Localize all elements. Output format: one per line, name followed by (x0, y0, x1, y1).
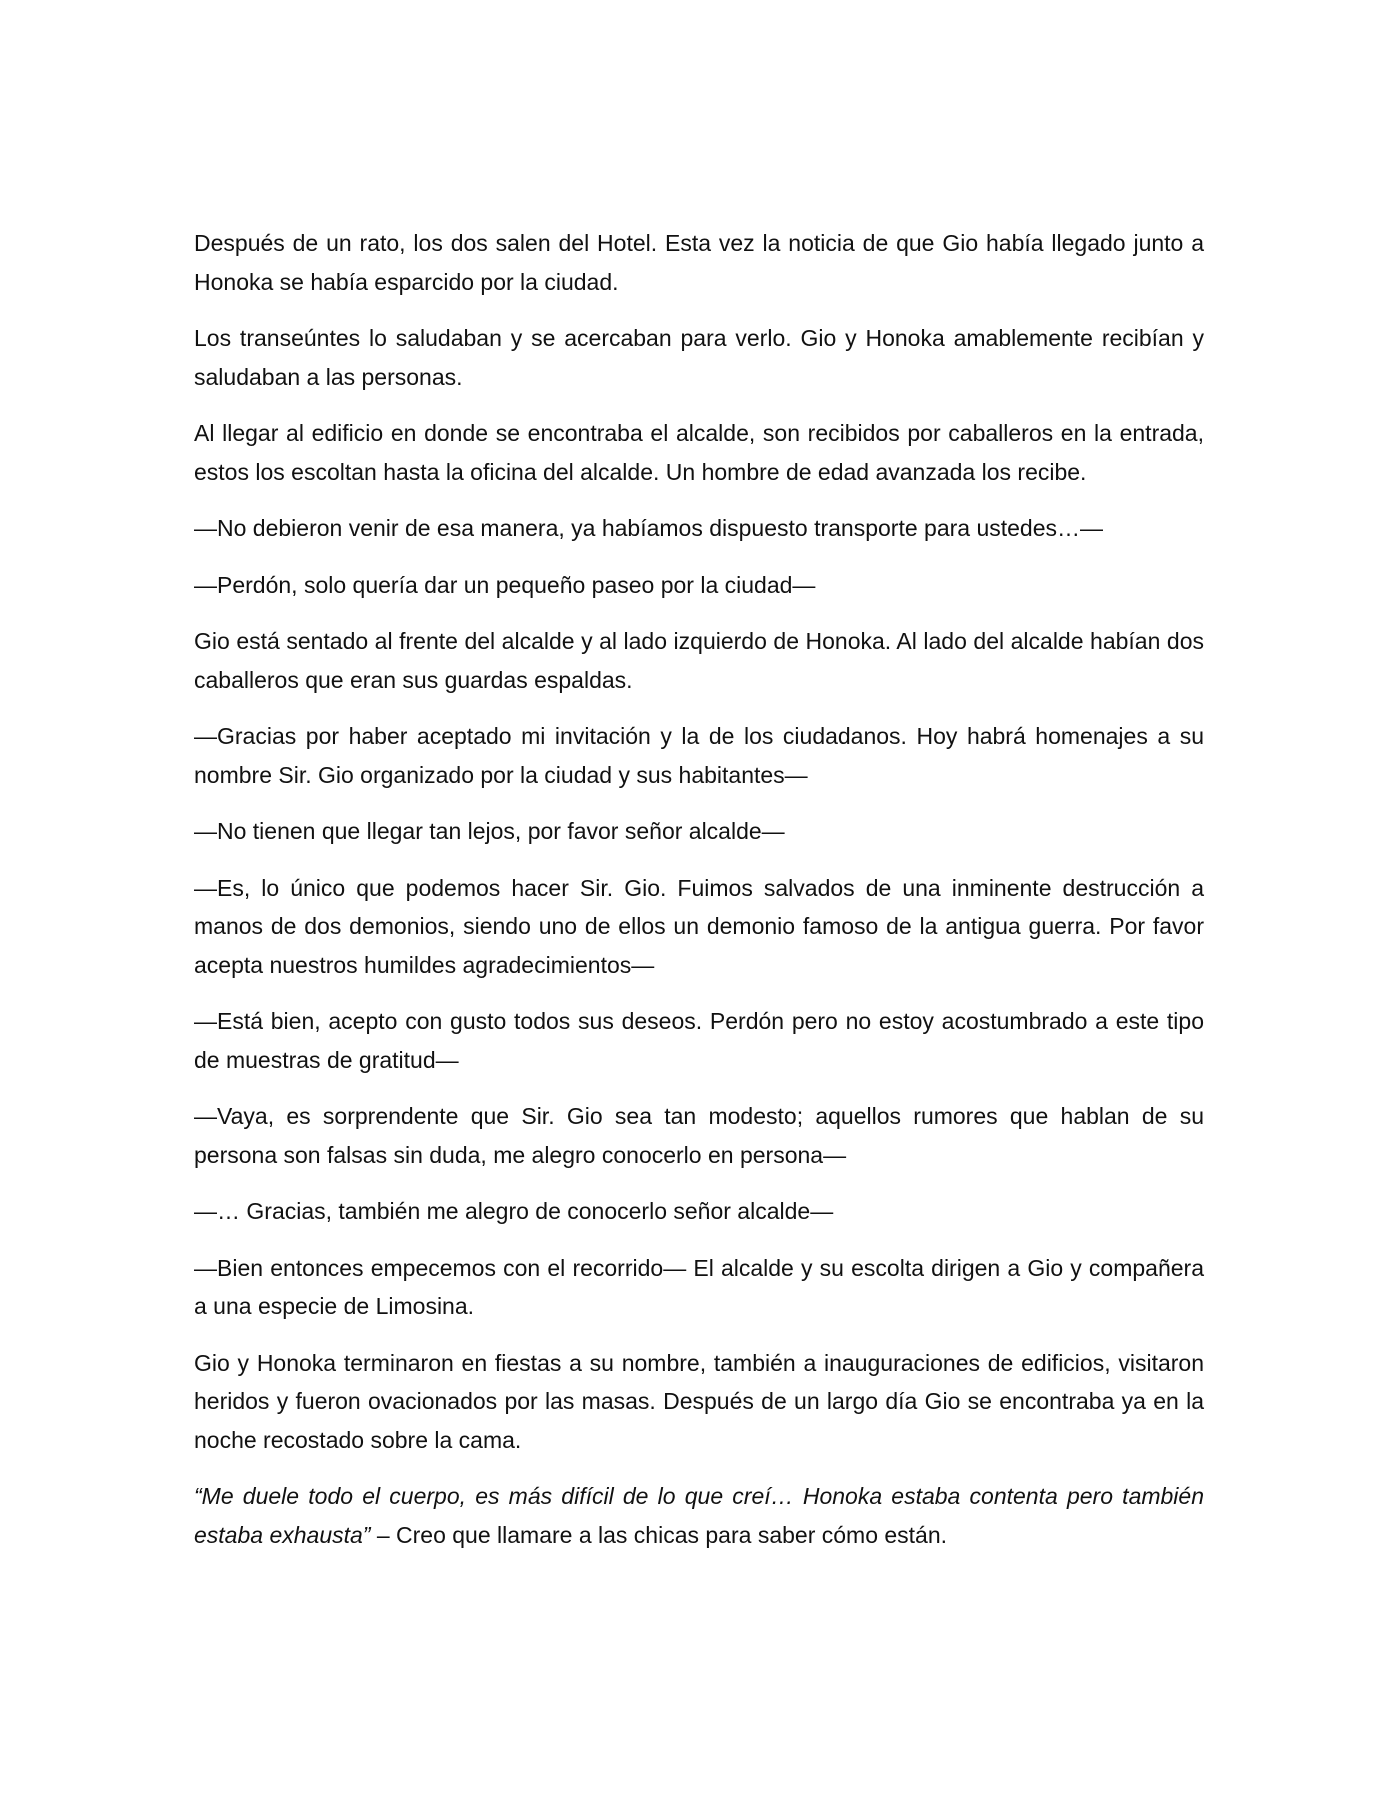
paragraph: Gio está sentado al frente del alcalde y al lado izquierdo de Honoka. Al lado del alcalde habían dos caballeros que eran sus guardas espaldas. (194, 628, 1204, 693)
dialogue-line: —Bien entonces empecemos con el recorrido— El alcalde y su escolta dirigen a Gio y compañera a una especie de Limosina. (194, 1254, 1204, 1319)
paragraph: Gio y Honoka terminaron en fiestas a su nombre, también a inauguraciones de edificios, visitaron heridos y fueron ovacionados por las masas. Después de un largo día Gio se encontraba ya en la noche recostado sobre la cama. (194, 1349, 1204, 1453)
dialogue-line: —No debieron venir de esa manera, ya habíamos dispuesto transporte para ustedes…— (194, 515, 1104, 541)
dialogue-line: —Perdón, solo quería dar un pequeño paseo por la ciudad— (194, 571, 816, 598)
document-body (194, 224, 1204, 1572)
paragraph: Los transeúntes lo saludaban y se acercaban para verlo. Gio y Honoka amablemente recibían y saludaban a las personas. (194, 325, 1204, 390)
dialogue-line: —Está bien, acepto con gusto todos sus deseos. Perdón pero no estoy acostumbrado a este tipo de muestras de gratitud— (194, 1008, 1204, 1073)
dialogue-line: —No tienen que llegar tan lejos, por favor señor alcalde— (194, 818, 785, 844)
dialogue-line: —Vaya, es sorprendente que Sir. Gio sea tan modesto; aquellos rumores que hablan de su persona son falsas sin duda, me alegro conocerlo en persona— (194, 1103, 1204, 1168)
dialogue-line: —… Gracias, también me alegro de conocerlo señor alcalde— (194, 1198, 834, 1224)
final-paragraph (194, 1477, 1204, 1554)
paragraph: Después de un rato, los dos salen del Hotel. Esta vez la noticia de que Gio había llegado junto a Honoka se había esparcido por la ciudad. (194, 230, 1204, 295)
dialogue-line: —Es, lo único que podemos hacer Sir. Gio. Fuimos salvados de una inminente destrucción a manos de dos demonios, siendo uno de ellos un demonio famoso de la antigua guerra. Por favor acepta nuestros humildes agradecimientos— (194, 874, 1204, 978)
inner-thought-text: “Me duele todo el cuerpo, es más difícil de lo que creí… Honoka estaba contenta pero también estaba exhausta” (194, 1483, 1204, 1548)
closing-text: – Creo que llamare a las chicas para saber cómo están. (370, 1521, 948, 1548)
paragraph: Al llegar al edificio en donde se encontraba el alcalde, son recibidos por caballeros en la entrada, estos los escoltan hasta la oficina del alcalde. Un hombre de edad avanzada los recibe. (194, 420, 1204, 485)
dialogue-line: —Gracias por haber aceptado mi invitación y la de los ciudadanos. Hoy habrá homenajes a su nombre Sir. Gio organizado por la ciudad y sus habitantes— (194, 723, 1204, 788)
